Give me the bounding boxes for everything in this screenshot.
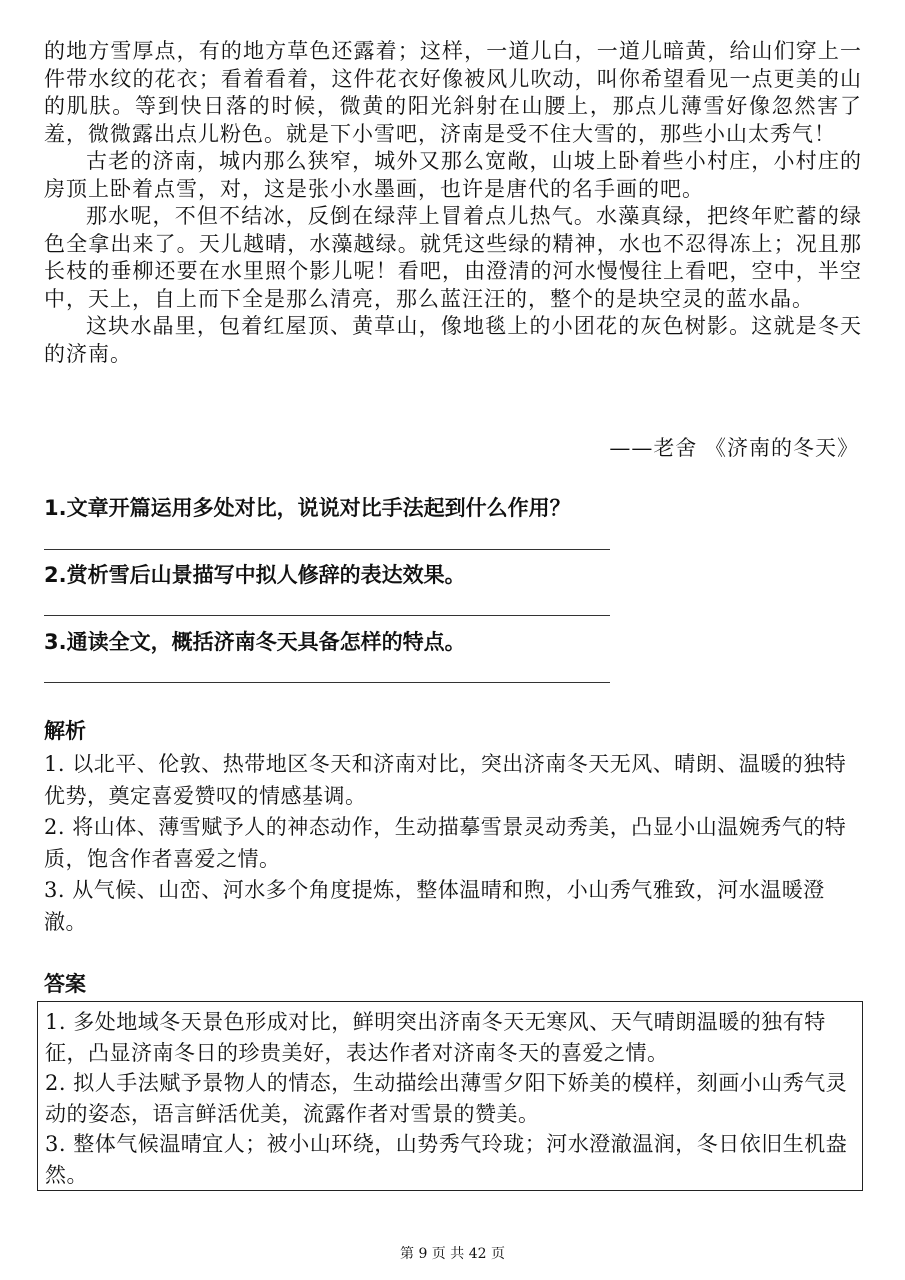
answer-line-2[interactable]	[44, 615, 610, 616]
analysis-item-2: 2. 将山体、薄雪赋予人的神态动作，生动描摹雪景灵动秀美，凸显小山温婉秀气的特质，饱含作者喜爱之情。	[44, 815, 847, 871]
analysis-item-3: 3. 从气候、山峦、河水多个角度提炼，整体温晴和煦，小山秀气雅致，河水温暖澄澈。	[44, 878, 825, 934]
question-2: 2.赏析雪后山景描写中拟人修辞的表达效果。	[44, 563, 466, 587]
question-1: 1.文章开篇运用多处对比，说说对比手法起到什么作用？	[44, 496, 571, 520]
answers-title: 答案	[44, 972, 86, 996]
answer-item-3: 3. 整体气候温晴宜人；被小山环绕，山势秀气玲珑；河水澄澈温润，冬日依旧生机盎然。	[45, 1132, 848, 1187]
analysis-item-1: 1. 以北平、伦敦、热带地区冬天和济南对比，突出济南冬天无风、晴朗、温暖的独特优势，奠定喜爱赞叹的情感基调。	[44, 752, 847, 808]
analysis-title: 解析	[44, 719, 86, 743]
passage-paragraph-2: 古老的济南，城内那么狭窄，城外又那么宽敞，山坡上卧着些小村庄，小村庄的房顶上卧着点雪，对，这是张小水墨画，也许是唐代的名手画的吧。	[44, 149, 862, 201]
answer-item-2: 2. 拟人手法赋予景物人的情态，生动描绘出薄雪夕阳下娇美的模样，刻画小山秀气灵动的姿态，语言鲜活优美，流露作者对雪景的赞美。	[45, 1071, 848, 1126]
answer-line-1[interactable]	[44, 549, 610, 550]
passage-paragraph-1: 的地方雪厚点，有的地方草色还露着；这样，一道儿白，一道儿暗黄，给山们穿上一件带水纹的花衣；看着看着，这件花衣好像被风儿吹动，叫你希望看见一点更美的山的肌肤。等到快日落的时候，微黄的阳光斜射在山腰上，那点儿薄雪好像忽然害了羞，微微露出点儿粉色。就是下小雪吧，济南是受不住大雪的，那些小山太秀气！	[44, 39, 862, 146]
answers-box	[37, 1001, 863, 1191]
passage-text	[44, 38, 862, 368]
analysis-list	[44, 749, 852, 938]
passage-paragraph-4: 这块水晶里，包着红屋顶、黄草山，像地毯上的小团花的灰色树影。这就是冬天的济南。	[44, 314, 862, 366]
answer-item-1: 1. 多处地域冬天景色形成对比，鲜明突出济南冬天无寒风、天气晴朗温暖的独有特征，凸显济南冬日的珍贵美好，表达作者对济南冬天的喜爱之情。	[45, 1010, 826, 1065]
page-number-footer: 第 9 页 共 42 页	[400, 1246, 505, 1262]
answer-line-3[interactable]	[44, 682, 610, 683]
passage-paragraph-3: 那水呢，不但不结冰，反倒在绿萍上冒着点儿热气。水藻真绿，把终年贮蓄的绿色全拿出来了。天儿越晴，水藻越绿。就凭这些绿的精神，水也不忍得冻上；况且那长枝的垂柳还要在水里照个影儿呢！看吧，由澄清的河水慢慢往上看吧，空中，半空中，天上，自上而下全是那么清亮，那么蓝汪汪的，整个的是块空灵的蓝水晶。	[44, 204, 862, 311]
passage-source: ——老舍 《济南的冬天》	[609, 436, 859, 460]
question-3: 3.通读全文，概括济南冬天具备怎样的特点。	[44, 630, 466, 654]
